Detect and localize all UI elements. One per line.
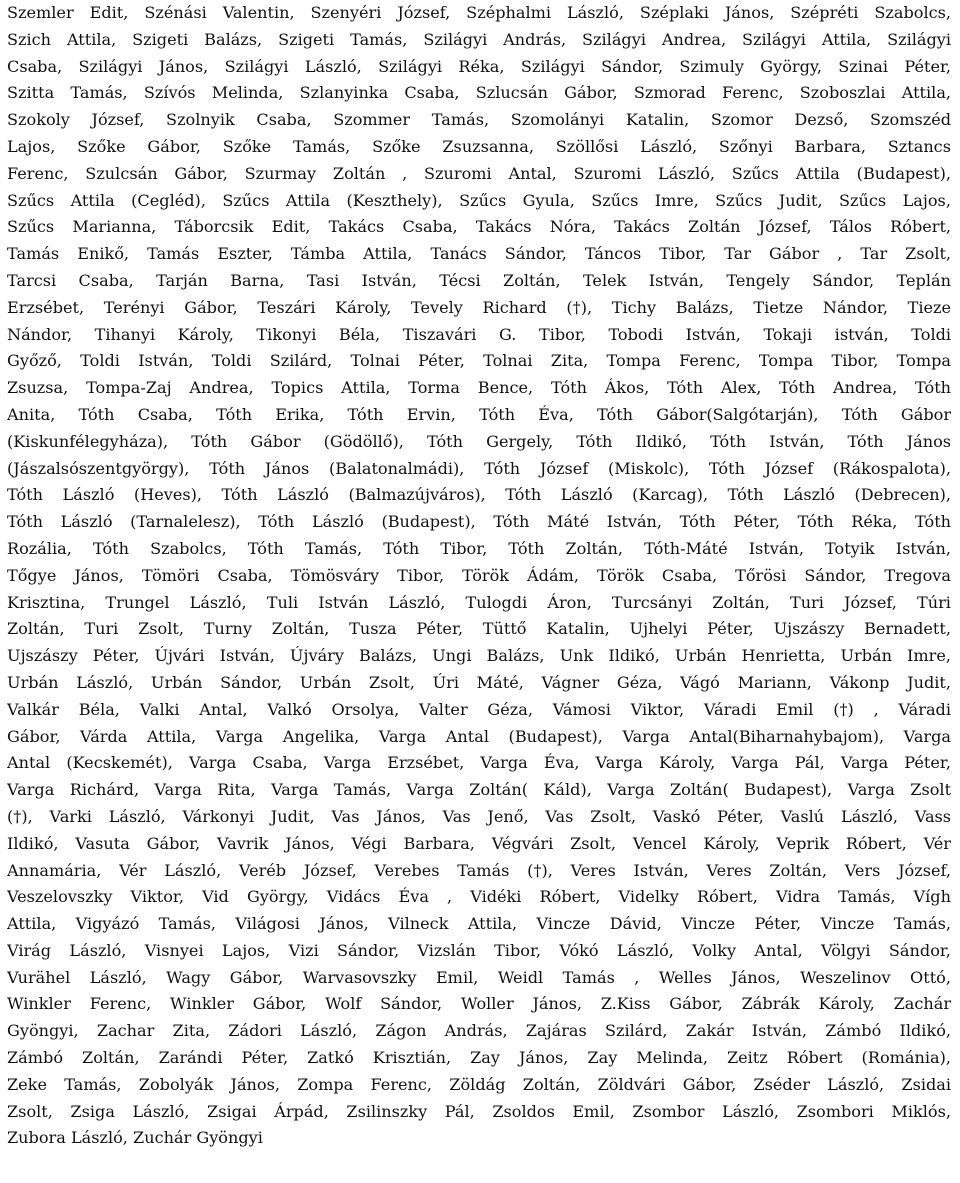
text-line: Zubora László, Zuchár Gyöngyi: [7, 1128, 263, 1148]
text-line: Zsolt, Zsiga László, Zsigai Árpád, Zsilinszky Pál, Zsoldos Emil, Zsombor László, Zsombori Miklós,: [7, 1101, 951, 1121]
text-line: Urbán László, Urbán Sándor, Urbán Zsolt, Úri Máté, Vágner Géza, Vágó Mariann, Vákonp Judit,: [7, 672, 952, 692]
text-line: Anita, Tóth Csaba, Tóth Erika, Tóth Ervin, Tóth Éva, Tóth Gábor(Salgótarján), Tóth Gábor: [7, 404, 952, 424]
text-line: Virág László, Visnyei Lajos, Vizi Sándor, Vizslán Tibor, Vókó László, Volky Antal, Völgyi Sándor,: [7, 940, 951, 960]
text-line: Attila, Vigyázó Tamás, Világosi János, Vilneck Attila, Vincze Dávid, Vincze Péter, Vincze Tamás,: [7, 914, 952, 934]
text-line: Tarcsi Csaba, Tarján Barna, Tasi István, Técsi Zoltán, Telek István, Tengely Sándor, Teplán: [7, 270, 951, 290]
text-line: Annamária, Vér László, Veréb József, Verebes Tamás (†), Veres István, Veres Zoltán, Vers József,: [7, 860, 951, 880]
name-list-paragraph: [7, 0, 960, 1152]
text-line: Gyöngyi, Zachar Zita, Zádori László, Zágon András, Zajáras Szilárd, Zakár István, Zámbó Ildikó,: [7, 1021, 952, 1041]
text-line: Tóth László (Heves), Tóth László (Balmazújváros), Tóth László (Karcag), Tóth László (Debrecen),: [7, 485, 952, 505]
text-line: Szűcs Attila (Cegléd), Szűcs Attila (Keszthely), Szűcs Gyula, Szűcs Imre, Szűcs Judit, Szűcs Lajos,: [7, 190, 951, 210]
text-line: Szűcs Marianna, Táborcsik Edit, Takács Csaba, Takács Nóra, Takács Zoltán József, Tálos Róbert,: [7, 217, 952, 237]
text-line: Szokoly József, Szolnyik Csaba, Szommer Tamás, Szomolányi Katalin, Szomor Dezső, Szomszéd: [7, 110, 952, 130]
text-line: (Kiskunfélegyháza), Tóth Gábor (Gödöllő), Tóth Gergely, Tóth Ildikó, Tóth István, Tóth János: [7, 431, 952, 451]
text-line: Zoltán, Turi Zsolt, Turny Zoltán, Tusza Péter, Tüttő Katalin, Ujhelyi Péter, Ujszászy Bernadett,: [7, 619, 951, 639]
text-line: Zeke Tamás, Zobolyák János, Zompa Ferenc, Zöldág Zoltán, Zöldvári Gábor, Zséder László, Zsidai: [7, 1074, 952, 1094]
text-line: Tőgye János, Tömöri Csaba, Tömösváry Tibor, Török Ádám, Török Csaba, Tőrösi Sándor, Tregova: [7, 565, 951, 585]
text-line: Winkler Ferenc, Winkler Gábor, Wolf Sándor, Woller János, Z.Kiss Gábor, Zábrák Károly, Zachár: [7, 994, 952, 1014]
text-line: Csaba, Szilágyi János, Szilágyi László, Szilágyi Réka, Szilágyi Sándor, Szimuly György, Szinai Péter,: [7, 56, 952, 76]
text-line: Vurähel László, Wagy Gábor, Warvasovszky Emil, Weidl Tamás , Welles János, Weszelinov Ottó,: [7, 967, 951, 987]
text-line: Ferenc, Szulcsán Gábor, Szurmay Zoltán , Szuromi Antal, Szuromi László, Szűcs Attila (Budapest),: [7, 163, 951, 183]
text-line: Rozália, Tóth Szabolcs, Tóth Tamás, Tóth Tibor, Tóth Zoltán, Tóth-Máté István, Totyik István,: [7, 538, 951, 558]
text-line: Veszelovszky Viktor, Vid György, Vidács Éva , Vidéki Róbert, Videlky Róbert, Vidra Tamás, Vígh: [7, 887, 951, 907]
text-line: Szemler Edit, Szénási Valentin, Szenyéri József, Széphalmi László, Széplaki János, Szépréti Szabolcs,: [7, 3, 952, 22]
text-line: Gábor, Várda Attila, Varga Angelika, Varga Antal (Budapest), Varga Antal(Biharnahybajom), Varga: [7, 726, 952, 746]
text-line: Győző, Toldi István, Toldi Szilárd, Tolnai Péter, Tolnai Zita, Tompa Ferenc, Tompa Tibor, Tompa: [7, 351, 951, 371]
text-line: Tamás Enikő, Tamás Eszter, Támba Attila, Tanács Sándor, Táncos Tibor, Tar Gábor , Tar Zsolt,: [7, 244, 952, 264]
text-line: (Jászalsószentgyörgy), Tóth János (Balatonalmádi), Tóth József (Miskolc), Tóth József (Rákospalota),: [7, 458, 952, 478]
text-line: Ildikó, Vasuta Gábor, Vavrik János, Végi Barbara, Végvári Zsolt, Vencel Károly, Veprik Róbert, Vér: [7, 833, 951, 853]
text-line: Nándor, Tihanyi Károly, Tikonyi Béla, Tiszavári G. Tibor, Tobodi István, Tokaji istván, Toldi: [7, 324, 952, 344]
text-line: (†), Varki László, Várkonyi Judit, Vas János, Vas Jenő, Vas Zsolt, Vaskó Péter, Vaslú László, Vass: [7, 806, 952, 826]
text-line: Erzsébet, Terényi Gábor, Teszári Károly, Tevely Richard (†), Tichy Balázs, Tietze Nándor, Tieze: [7, 297, 952, 317]
text-line: Valkár Béla, Valki Antal, Valkó Orsolya, Valter Géza, Vámosi Viktor, Váradi Emil (†) , Váradi: [7, 699, 951, 719]
text-line: Szitta Tamás, Szívós Melinda, Szlanyinka Csaba, Szlucsán Gábor, Szmorad Ferenc, Szoboszlai Attila,: [7, 83, 952, 103]
text-line: Antal (Kecskemét), Varga Csaba, Varga Erzsébet, Varga Éva, Varga Károly, Varga Pál, Varga Péter,: [7, 753, 951, 773]
text-line: Zámbó Zoltán, Zarándi Péter, Zatkó Krisztián, Zay János, Zay Melinda, Zeitz Róbert (Románia),: [7, 1048, 951, 1068]
text-line: Lajos, Szőke Gábor, Szőke Tamás, Szőke Zsuzsanna, Szöllősi László, Szőnyi Barbara, Sztancs: [7, 136, 951, 156]
text-line: Ujszászy Péter, Újvári István, Újváry Balázs, Ungi Balázs, Unk Ildikó, Urbán Henrietta, Urbán Imre,: [7, 646, 951, 666]
text-line: Szich Attila, Szigeti Balázs, Szigeti Tamás, Szilágyi András, Szilágyi Andrea, Szilágyi Attila, Szilágyi: [7, 29, 951, 49]
text-line: Tóth László (Tarnalelesz), Tóth László (Budapest), Tóth Máté István, Tóth Péter, Tóth Réka, Tóth: [7, 512, 952, 532]
text-line: Krisztina, Trungel László, Tuli István László, Tulogdi Áron, Turcsányi Zoltán, Turi József, Túri: [7, 592, 951, 612]
text-line: Varga Richárd, Varga Rita, Varga Tamás, Varga Zoltán( Káld), Varga Zoltán( Budapest), Varga Zsolt: [7, 780, 952, 800]
text-line: Zsuzsa, Tompa-Zaj Andrea, Topics Attila, Torma Bence, Tóth Ákos, Tóth Alex, Tóth Andrea, Tóth: [7, 378, 952, 398]
